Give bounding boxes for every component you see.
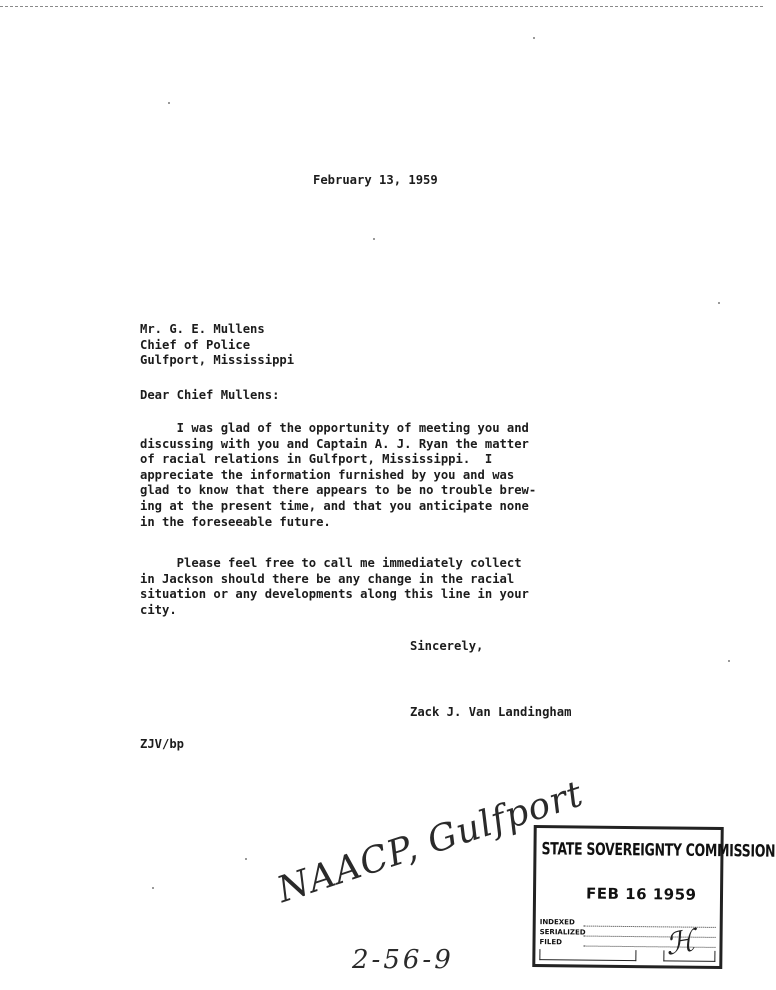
stamp-handwritten-mark: ℋ — [662, 923, 698, 963]
paragraph-line: in the foreseeable future. — [140, 514, 331, 529]
scan-speck — [718, 302, 720, 304]
body-paragraph-2 — [140, 556, 529, 618]
signer-name: Zack J. Van Landingham — [410, 705, 572, 719]
stamp-row-label: INDEXED — [539, 918, 575, 927]
recipient-location: Gulfport, Mississippi — [140, 353, 295, 368]
paragraph-line: I was glad of the opportunity of meeting you and — [140, 421, 529, 435]
paragraph-line: city. — [140, 602, 177, 617]
salutation: Dear Chief Mullens: — [140, 388, 280, 402]
stamp-row-label: SERIALIZED — [539, 928, 586, 937]
recipient-address-block — [140, 322, 294, 369]
paragraph-line: discussing with you and Captain A. J. Ryan the matter — [140, 436, 529, 451]
paragraph-line: of racial relations in Gulfport, Mississippi. I — [140, 452, 493, 467]
scan-top-edge — [0, 0, 763, 7]
scan-speck — [245, 858, 247, 860]
received-stamp — [532, 825, 776, 969]
closing: Sincerely, — [410, 639, 484, 653]
scan-speck — [373, 238, 375, 240]
scan-speck — [168, 102, 170, 104]
paragraph-line: glad to know that there appears to be no trouble brew- — [140, 483, 537, 498]
letter-date: February 13, 1959 — [313, 173, 438, 187]
scan-speck — [728, 660, 730, 662]
paragraph-line: in Jackson should there be any change in the racial — [140, 571, 515, 586]
body-paragraph-1 — [140, 421, 536, 530]
recipient-title: Chief of Police — [140, 337, 251, 352]
scan-speck — [533, 37, 535, 39]
paragraph-line: appreciate the information furnished by you and was — [140, 467, 515, 482]
scan-speck — [152, 887, 154, 889]
stamp-bracket — [539, 949, 636, 961]
stamp-dotted-line — [584, 936, 716, 938]
stamp-date: FEB 16 1959 — [585, 884, 697, 904]
typist-initials: ZJV/bp — [140, 737, 185, 751]
paragraph-line: ing at the present time, and that you anticipate none — [140, 498, 529, 513]
paragraph-line: Please feel free to call me immediately collect — [140, 556, 522, 570]
paragraph-line: situation or any developments along this line in your — [140, 587, 529, 602]
handwritten-note: NAACP, Gulfport — [272, 773, 589, 911]
stamp-row-label: FILED — [539, 938, 563, 947]
handwritten-file-number: 2-56-9 — [352, 945, 454, 975]
recipient-name: Mr. G. E. Mullens — [140, 322, 265, 336]
stamp-dotted-line — [584, 926, 716, 928]
stamp-heading: STATE SOVEREIGNTY COMMISSION — [541, 838, 776, 861]
